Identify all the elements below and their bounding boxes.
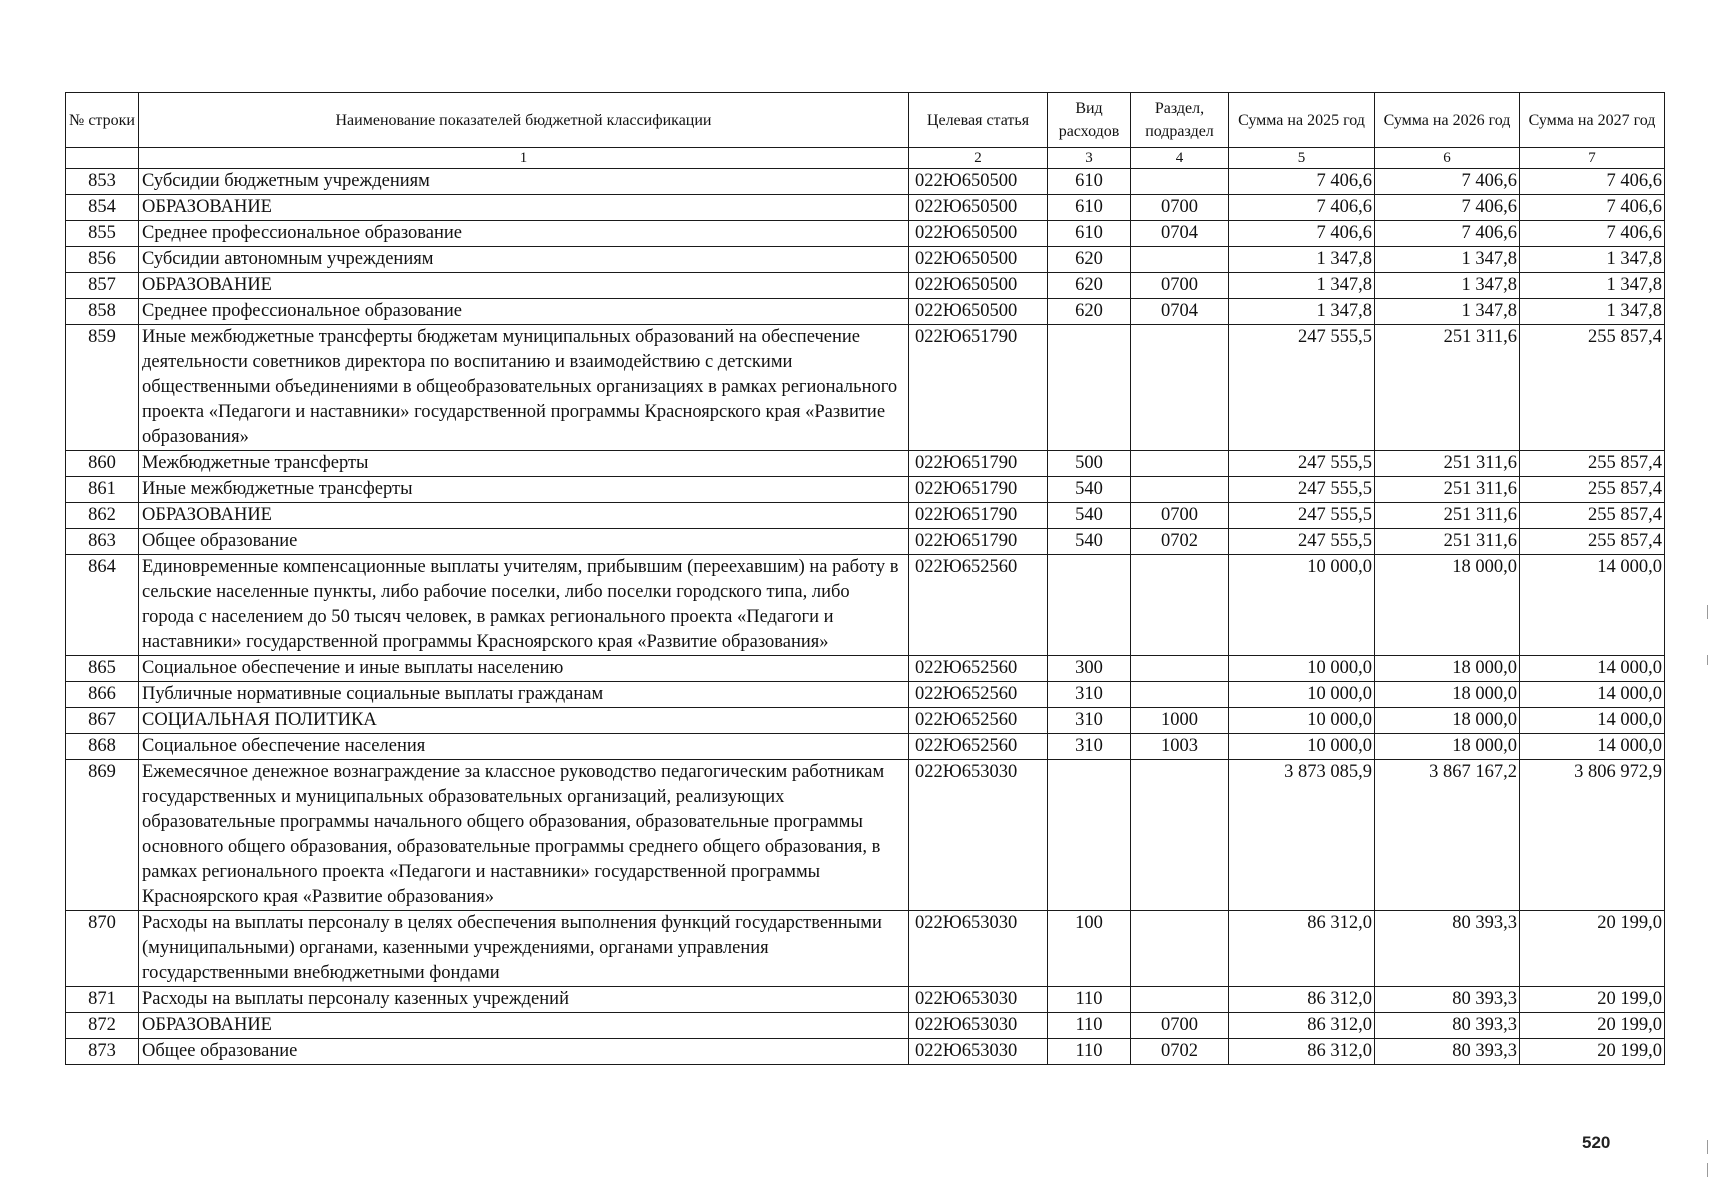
target-article-cell: 022Ю653030 — [909, 760, 1048, 911]
target-article-cell: 022Ю653030 — [909, 1039, 1048, 1065]
column-number: 3 — [1048, 148, 1131, 169]
section-cell — [1131, 682, 1229, 708]
column-number: 2 — [909, 148, 1048, 169]
row-number-cell: 857 — [66, 273, 139, 299]
expense-kind-cell: 540 — [1048, 477, 1131, 503]
header-target-article: Целевая статья — [909, 93, 1048, 148]
scan-artifact — [1707, 1163, 1708, 1177]
row-number-cell: 861 — [66, 477, 139, 503]
table-row — [66, 656, 1665, 682]
row-name-cell: Межбюджетные трансферты — [139, 451, 909, 477]
expense-kind-cell — [1048, 325, 1131, 451]
section-cell — [1131, 555, 1229, 656]
sum-2027-cell: 1 347,8 — [1520, 299, 1665, 325]
expense-kind-cell: 110 — [1048, 987, 1131, 1013]
sum-2025-cell: 10 000,0 — [1229, 656, 1375, 682]
sum-2025-cell: 247 555,5 — [1229, 451, 1375, 477]
sum-2025-cell: 1 347,8 — [1229, 273, 1375, 299]
row-name-cell: Среднее профессиональное образование — [139, 221, 909, 247]
sum-2027-cell: 255 857,4 — [1520, 477, 1665, 503]
column-number: 4 — [1131, 148, 1229, 169]
page-number: 520 — [1582, 1133, 1611, 1152]
table-row — [66, 760, 1665, 911]
row-number-cell: 860 — [66, 451, 139, 477]
section-cell — [1131, 325, 1229, 451]
expense-kind-cell: 310 — [1048, 708, 1131, 734]
expense-kind-cell: 310 — [1048, 682, 1131, 708]
target-article-cell: 022Ю650500 — [909, 247, 1048, 273]
section-cell — [1131, 477, 1229, 503]
sum-2026-cell: 1 347,8 — [1375, 273, 1520, 299]
table-row — [66, 299, 1665, 325]
target-article-cell: 022Ю653030 — [909, 1013, 1048, 1039]
expense-kind-cell: 110 — [1048, 1013, 1131, 1039]
header-name: Наименование показателей бюджетной классификации — [139, 93, 909, 148]
expense-kind-cell: 620 — [1048, 247, 1131, 273]
sum-2027-cell: 14 000,0 — [1520, 682, 1665, 708]
sum-2027-cell: 14 000,0 — [1520, 555, 1665, 656]
sum-2025-cell: 1 347,8 — [1229, 247, 1375, 273]
section-cell: 0704 — [1131, 221, 1229, 247]
sum-2027-cell: 20 199,0 — [1520, 1013, 1665, 1039]
sum-2026-cell: 1 347,8 — [1375, 247, 1520, 273]
target-article-cell: 022Ю653030 — [909, 987, 1048, 1013]
header-row-number: № строки — [66, 93, 139, 148]
row-number-cell: 859 — [66, 325, 139, 451]
table-body — [66, 169, 1665, 1065]
target-article-cell: 022Ю651790 — [909, 529, 1048, 555]
row-name-cell: Иные межбюджетные трансферты — [139, 477, 909, 503]
header-expense-kind: Вид расходов — [1048, 93, 1131, 148]
scan-artifact — [1707, 1140, 1708, 1154]
expense-kind-cell: 110 — [1048, 1039, 1131, 1065]
row-name-cell: Социальное обеспечение населения — [139, 734, 909, 760]
section-cell: 1003 — [1131, 734, 1229, 760]
table-row — [66, 195, 1665, 221]
table-row — [66, 911, 1665, 987]
target-article-cell: 022Ю652560 — [909, 656, 1048, 682]
sum-2026-cell: 18 000,0 — [1375, 555, 1520, 656]
sum-2027-cell: 20 199,0 — [1520, 987, 1665, 1013]
sum-2026-cell: 3 867 167,2 — [1375, 760, 1520, 911]
sum-2025-cell: 7 406,6 — [1229, 195, 1375, 221]
sum-2025-cell: 86 312,0 — [1229, 987, 1375, 1013]
column-number: 5 — [1229, 148, 1375, 169]
sum-2025-cell: 10 000,0 — [1229, 708, 1375, 734]
sum-2025-cell: 10 000,0 — [1229, 734, 1375, 760]
sum-2026-cell: 251 311,6 — [1375, 529, 1520, 555]
target-article-cell: 022Ю652560 — [909, 734, 1048, 760]
row-number-cell: 872 — [66, 1013, 139, 1039]
section-cell: 0702 — [1131, 1039, 1229, 1065]
sum-2027-cell: 3 806 972,9 — [1520, 760, 1665, 911]
row-name-cell: ОБРАЗОВАНИЕ — [139, 503, 909, 529]
header-section: Раздел, подраздел — [1131, 93, 1229, 148]
sum-2025-cell: 247 555,5 — [1229, 529, 1375, 555]
section-cell — [1131, 656, 1229, 682]
row-name-cell: Иные межбюджетные трансферты бюджетам муниципальных образований на обеспечение деятельности советников директора по воспитанию и взаимодействию с детскими общественными объединениями в общеобразовательных организациях в рамках регионального проекта «Педагоги и наставники» государственной программы Красноярского края «Развитие образования» — [139, 325, 909, 451]
expense-kind-cell: 500 — [1048, 451, 1131, 477]
sum-2025-cell: 3 873 085,9 — [1229, 760, 1375, 911]
table-row — [66, 325, 1665, 451]
sum-2027-cell: 255 857,4 — [1520, 325, 1665, 451]
header-sum-2026: Сумма на 2026 год — [1375, 93, 1520, 148]
row-name-cell: Публичные нормативные социальные выплаты гражданам — [139, 682, 909, 708]
row-number-cell: 869 — [66, 760, 139, 911]
sum-2027-cell: 1 347,8 — [1520, 247, 1665, 273]
row-name-cell: СОЦИАЛЬНАЯ ПОЛИТИКА — [139, 708, 909, 734]
sum-2026-cell: 80 393,3 — [1375, 911, 1520, 987]
sum-2026-cell: 80 393,3 — [1375, 1039, 1520, 1065]
sum-2026-cell: 251 311,6 — [1375, 451, 1520, 477]
row-number-cell: 865 — [66, 656, 139, 682]
table-row — [66, 273, 1665, 299]
sum-2025-cell: 7 406,6 — [1229, 169, 1375, 195]
table-row — [66, 451, 1665, 477]
target-article-cell: 022Ю651790 — [909, 503, 1048, 529]
target-article-cell: 022Ю650500 — [909, 221, 1048, 247]
sum-2026-cell: 18 000,0 — [1375, 734, 1520, 760]
table-row — [66, 682, 1665, 708]
section-cell: 1000 — [1131, 708, 1229, 734]
target-article-cell: 022Ю652560 — [909, 708, 1048, 734]
sum-2026-cell: 80 393,3 — [1375, 1013, 1520, 1039]
sum-2027-cell: 7 406,6 — [1520, 195, 1665, 221]
row-number-cell: 867 — [66, 708, 139, 734]
row-name-cell: Общее образование — [139, 529, 909, 555]
table-row — [66, 169, 1665, 195]
row-number-cell: 873 — [66, 1039, 139, 1065]
table-row — [66, 555, 1665, 656]
target-article-cell: 022Ю650500 — [909, 195, 1048, 221]
row-name-cell: Субсидии бюджетным учреждениям — [139, 169, 909, 195]
sum-2027-cell: 20 199,0 — [1520, 911, 1665, 987]
section-cell — [1131, 911, 1229, 987]
sum-2025-cell: 247 555,5 — [1229, 503, 1375, 529]
column-number — [66, 148, 139, 169]
table-row — [66, 1013, 1665, 1039]
sum-2025-cell: 10 000,0 — [1229, 682, 1375, 708]
row-number-cell: 864 — [66, 555, 139, 656]
sum-2027-cell: 255 857,4 — [1520, 451, 1665, 477]
row-number-cell: 856 — [66, 247, 139, 273]
row-name-cell: Субсидии автономным учреждениям — [139, 247, 909, 273]
sum-2027-cell: 7 406,6 — [1520, 221, 1665, 247]
expense-kind-cell: 540 — [1048, 529, 1131, 555]
sum-2027-cell: 255 857,4 — [1520, 503, 1665, 529]
sum-2025-cell: 86 312,0 — [1229, 1013, 1375, 1039]
sum-2026-cell: 18 000,0 — [1375, 708, 1520, 734]
row-name-cell: ОБРАЗОВАНИЕ — [139, 195, 909, 221]
row-name-cell: ОБРАЗОВАНИЕ — [139, 1013, 909, 1039]
target-article-cell: 022Ю651790 — [909, 451, 1048, 477]
section-cell — [1131, 247, 1229, 273]
expense-kind-cell: 610 — [1048, 169, 1131, 195]
row-number-cell: 855 — [66, 221, 139, 247]
sum-2026-cell: 7 406,6 — [1375, 221, 1520, 247]
row-number-cell: 866 — [66, 682, 139, 708]
sum-2025-cell: 10 000,0 — [1229, 555, 1375, 656]
expense-kind-cell: 620 — [1048, 299, 1131, 325]
sum-2026-cell: 18 000,0 — [1375, 656, 1520, 682]
expense-kind-cell: 310 — [1048, 734, 1131, 760]
sum-2027-cell: 14 000,0 — [1520, 708, 1665, 734]
section-cell — [1131, 169, 1229, 195]
sum-2027-cell: 7 406,6 — [1520, 169, 1665, 195]
sum-2025-cell: 86 312,0 — [1229, 1039, 1375, 1065]
sum-2027-cell: 1 347,8 — [1520, 273, 1665, 299]
section-cell: 0704 — [1131, 299, 1229, 325]
row-number-cell: 858 — [66, 299, 139, 325]
budget-table — [65, 92, 1665, 1065]
target-article-cell: 022Ю650500 — [909, 273, 1048, 299]
column-numbers-row — [66, 148, 1665, 169]
table-row — [66, 734, 1665, 760]
sum-2025-cell: 247 555,5 — [1229, 325, 1375, 451]
table-row — [66, 221, 1665, 247]
target-article-cell: 022Ю652560 — [909, 682, 1048, 708]
table-row — [66, 987, 1665, 1013]
row-number-cell: 862 — [66, 503, 139, 529]
sum-2026-cell: 251 311,6 — [1375, 325, 1520, 451]
sum-2025-cell: 7 406,6 — [1229, 221, 1375, 247]
table-row — [66, 529, 1665, 555]
header-sum-2025: Сумма на 2025 год — [1229, 93, 1375, 148]
sum-2025-cell: 247 555,5 — [1229, 477, 1375, 503]
row-number-cell: 870 — [66, 911, 139, 987]
row-number-cell: 868 — [66, 734, 139, 760]
sum-2025-cell: 86 312,0 — [1229, 911, 1375, 987]
section-cell: 0700 — [1131, 273, 1229, 299]
table-header-row — [66, 93, 1665, 148]
scan-artifact — [1707, 605, 1708, 619]
sum-2026-cell: 1 347,8 — [1375, 299, 1520, 325]
target-article-cell: 022Ю651790 — [909, 477, 1048, 503]
expense-kind-cell: 620 — [1048, 273, 1131, 299]
table-row — [66, 477, 1665, 503]
expense-kind-cell: 100 — [1048, 911, 1131, 987]
target-article-cell: 022Ю650500 — [909, 299, 1048, 325]
row-name-cell: ОБРАЗОВАНИЕ — [139, 273, 909, 299]
sum-2027-cell: 14 000,0 — [1520, 656, 1665, 682]
section-cell: 0700 — [1131, 195, 1229, 221]
section-cell: 0700 — [1131, 503, 1229, 529]
section-cell — [1131, 760, 1229, 911]
expense-kind-cell — [1048, 555, 1131, 656]
table-row — [66, 1039, 1665, 1065]
sum-2026-cell: 251 311,6 — [1375, 503, 1520, 529]
expense-kind-cell: 300 — [1048, 656, 1131, 682]
row-name-cell: Социальное обеспечение и иные выплаты населению — [139, 656, 909, 682]
section-cell: 0702 — [1131, 529, 1229, 555]
sum-2027-cell: 14 000,0 — [1520, 734, 1665, 760]
row-name-cell: Расходы на выплаты персоналу казенных учреждений — [139, 987, 909, 1013]
expense-kind-cell: 610 — [1048, 195, 1131, 221]
sum-2026-cell: 7 406,6 — [1375, 169, 1520, 195]
section-cell — [1131, 451, 1229, 477]
sum-2027-cell: 255 857,4 — [1520, 529, 1665, 555]
target-article-cell: 022Ю652560 — [909, 555, 1048, 656]
section-cell: 0700 — [1131, 1013, 1229, 1039]
sum-2026-cell: 7 406,6 — [1375, 195, 1520, 221]
sum-2026-cell: 251 311,6 — [1375, 477, 1520, 503]
target-article-cell: 022Ю651790 — [909, 325, 1048, 451]
target-article-cell: 022Ю653030 — [909, 911, 1048, 987]
row-name-cell: Общее образование — [139, 1039, 909, 1065]
sum-2026-cell: 80 393,3 — [1375, 987, 1520, 1013]
row-name-cell: Расходы на выплаты персоналу в целях обеспечения выполнения функций государственными (муниципальными) органами, казенными учреждениями, органами управления государственными внебюджетными фондами — [139, 911, 909, 987]
expense-kind-cell: 540 — [1048, 503, 1131, 529]
table-row — [66, 247, 1665, 273]
table-row — [66, 503, 1665, 529]
expense-kind-cell — [1048, 760, 1131, 911]
row-number-cell: 853 — [66, 169, 139, 195]
sum-2026-cell: 18 000,0 — [1375, 682, 1520, 708]
sum-2027-cell: 20 199,0 — [1520, 1039, 1665, 1065]
sum-2025-cell: 1 347,8 — [1229, 299, 1375, 325]
column-number: 7 — [1520, 148, 1665, 169]
row-name-cell: Единовременные компенсационные выплаты учителям, прибывшим (переехавшим) на работу в сельские населенные пункты, либо рабочие поселки, либо поселки городского типа, либо города с населением до 50 тысяч человек, в рамках регионального проекта «Педагоги и наставники» государственной программы Красноярского края «Развитие образования» — [139, 555, 909, 656]
column-number: 6 — [1375, 148, 1520, 169]
column-number: 1 — [139, 148, 909, 169]
row-number-cell: 871 — [66, 987, 139, 1013]
expense-kind-cell: 610 — [1048, 221, 1131, 247]
row-name-cell: Среднее профессиональное образование — [139, 299, 909, 325]
section-cell — [1131, 987, 1229, 1013]
header-sum-2027: Сумма на 2027 год — [1520, 93, 1665, 148]
row-number-cell: 854 — [66, 195, 139, 221]
target-article-cell: 022Ю650500 — [909, 169, 1048, 195]
table-row — [66, 708, 1665, 734]
row-name-cell: Ежемесячное денежное вознаграждение за классное руководство педагогическим работникам государственных и муниципальных образовательных организаций, реализующих образовательные программы начального общего образования, образовательные программы основного общего образования, образовательные программы среднего общего образования, в рамках регионального проекта «Педагоги и наставники» государственной программы Красноярского края «Развитие образования» — [139, 760, 909, 911]
row-number-cell: 863 — [66, 529, 139, 555]
scan-artifact — [1707, 655, 1708, 665]
